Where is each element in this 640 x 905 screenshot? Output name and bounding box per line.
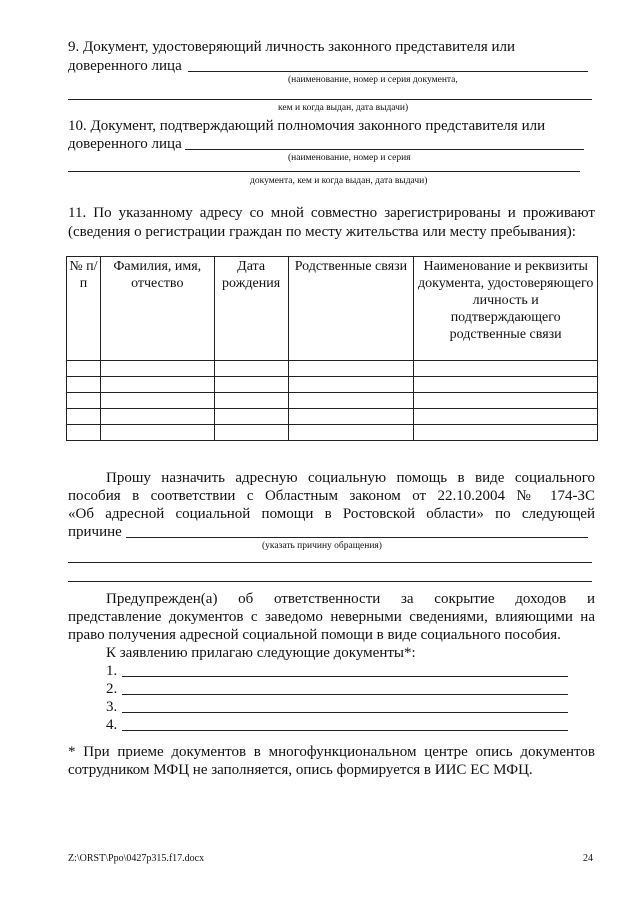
table-cell[interactable] — [414, 361, 598, 377]
attachment-input-4[interactable] — [122, 730, 568, 731]
attachment-input-2[interactable] — [122, 694, 568, 695]
footnote-line2: сотрудником МФЦ не заполняется, опись формируется в ИИС ЕС МФЦ. — [68, 762, 533, 778]
registration-table — [66, 256, 598, 441]
section9-line1: 9. Документ, удостоверяющий личность законного представителя или — [68, 39, 516, 55]
table-cell[interactable] — [214, 425, 288, 441]
section10-caption2: документа, кем и когда выдан, дата выдачи) — [250, 176, 428, 186]
warning-line1: Предупрежден(а) об ответственности за сокрытие доходов и — [106, 591, 595, 607]
table-cell[interactable] — [414, 377, 598, 393]
request-line4: причине — [68, 524, 122, 540]
table-cell[interactable] — [100, 393, 214, 409]
section9-input-line1[interactable] — [188, 71, 588, 72]
table-row — [67, 393, 598, 409]
section11-line1: 11. По указанному адресу со мной совместно зарегистрированы и проживают — [68, 205, 595, 221]
table-cell[interactable] — [214, 409, 288, 425]
section10-line1: 10. Документ, подтверждающий полномочия законного представителя или — [68, 118, 546, 134]
table-row — [67, 377, 598, 393]
table-cell[interactable] — [67, 393, 101, 409]
attachment-number-1: 1. — [106, 663, 118, 679]
attachment-number-3: 3. — [106, 699, 118, 715]
footer-file-path: Z:\ORST\Ppo\0427p315.f17.docx — [68, 853, 205, 864]
attachment-input-1[interactable] — [122, 676, 568, 677]
col-header-birthdate: Дата рождения — [214, 257, 288, 361]
section10-input-line2[interactable] — [68, 171, 580, 172]
attachment-number-2: 2. — [106, 681, 118, 697]
table-cell[interactable] — [214, 393, 288, 409]
request-line1: Прошу назначить адресную социальную помощь в виде социального — [106, 470, 595, 486]
table-cell[interactable] — [288, 361, 414, 377]
table-cell[interactable] — [214, 361, 288, 377]
section9-input-line2[interactable] — [68, 99, 592, 100]
table-cell[interactable] — [288, 425, 414, 441]
reason-input-line1[interactable] — [126, 537, 588, 538]
section10-caption1: (наименование, номер и серия — [288, 153, 411, 163]
col-header-name: Фамилия, имя, отчество — [100, 257, 214, 361]
col-header-relation: Родственные связи — [288, 257, 414, 361]
footnote-line1: * При приеме документов в многофункциональном центре опись документов — [68, 744, 595, 760]
table-cell[interactable] — [288, 377, 414, 393]
request-line3: «Об адресной социальной помощи в Ростовской области» по следующей — [68, 506, 595, 522]
table-cell[interactable] — [214, 377, 288, 393]
table-cell[interactable] — [67, 361, 101, 377]
table-cell[interactable] — [100, 425, 214, 441]
section9-line2: доверенного лица — [68, 58, 182, 74]
attachment-input-3[interactable] — [122, 712, 568, 713]
table-cell[interactable] — [414, 393, 598, 409]
reason-input-line3[interactable] — [68, 581, 592, 582]
warning-line3: право получения адресной социальной помощи в виде социального пособия. — [68, 627, 561, 643]
request-line2: пособия в соответствии с Областным законом от 22.10.2004 № 174-ЗС — [68, 488, 595, 504]
page-number: 24 — [583, 853, 593, 864]
col-header-number: № п/п — [67, 257, 101, 361]
section10-line2: доверенного лица — [68, 136, 182, 152]
warning-line2: представление документов с заведомо неверными сведениями, влияющими на — [68, 609, 595, 625]
attachment-number-4: 4. — [106, 717, 118, 733]
table-row — [67, 361, 598, 377]
table-cell[interactable] — [414, 425, 598, 441]
table-header-row — [67, 257, 598, 361]
section9-caption2: кем и когда выдан, дата выдачи) — [278, 103, 409, 113]
reason-input-line2[interactable] — [68, 562, 592, 563]
table-row — [67, 425, 598, 441]
table-cell[interactable] — [67, 377, 101, 393]
table-cell[interactable] — [288, 409, 414, 425]
table-cell[interactable] — [100, 377, 214, 393]
table-cell[interactable] — [288, 393, 414, 409]
reason-caption: (указать причину обращения) — [262, 541, 382, 551]
section11-line2: (сведения о регистрации граждан по месту жительства или месту пребывания): — [68, 224, 576, 240]
col-header-document: Наименование и реквизиты документа, удостоверяющего личность и подтверждающего родственные связи — [414, 257, 598, 361]
table-cell[interactable] — [100, 361, 214, 377]
table-row — [67, 409, 598, 425]
table-cell[interactable] — [67, 425, 101, 441]
table-cell[interactable] — [414, 409, 598, 425]
section10-input-line1[interactable] — [185, 149, 584, 150]
table-cell[interactable] — [100, 409, 214, 425]
section9-caption1: (наименование, номер и серия документа, — [288, 75, 458, 85]
table-cell[interactable] — [67, 409, 101, 425]
attachments-intro: К заявлению прилагаю следующие документы*: — [106, 645, 416, 661]
